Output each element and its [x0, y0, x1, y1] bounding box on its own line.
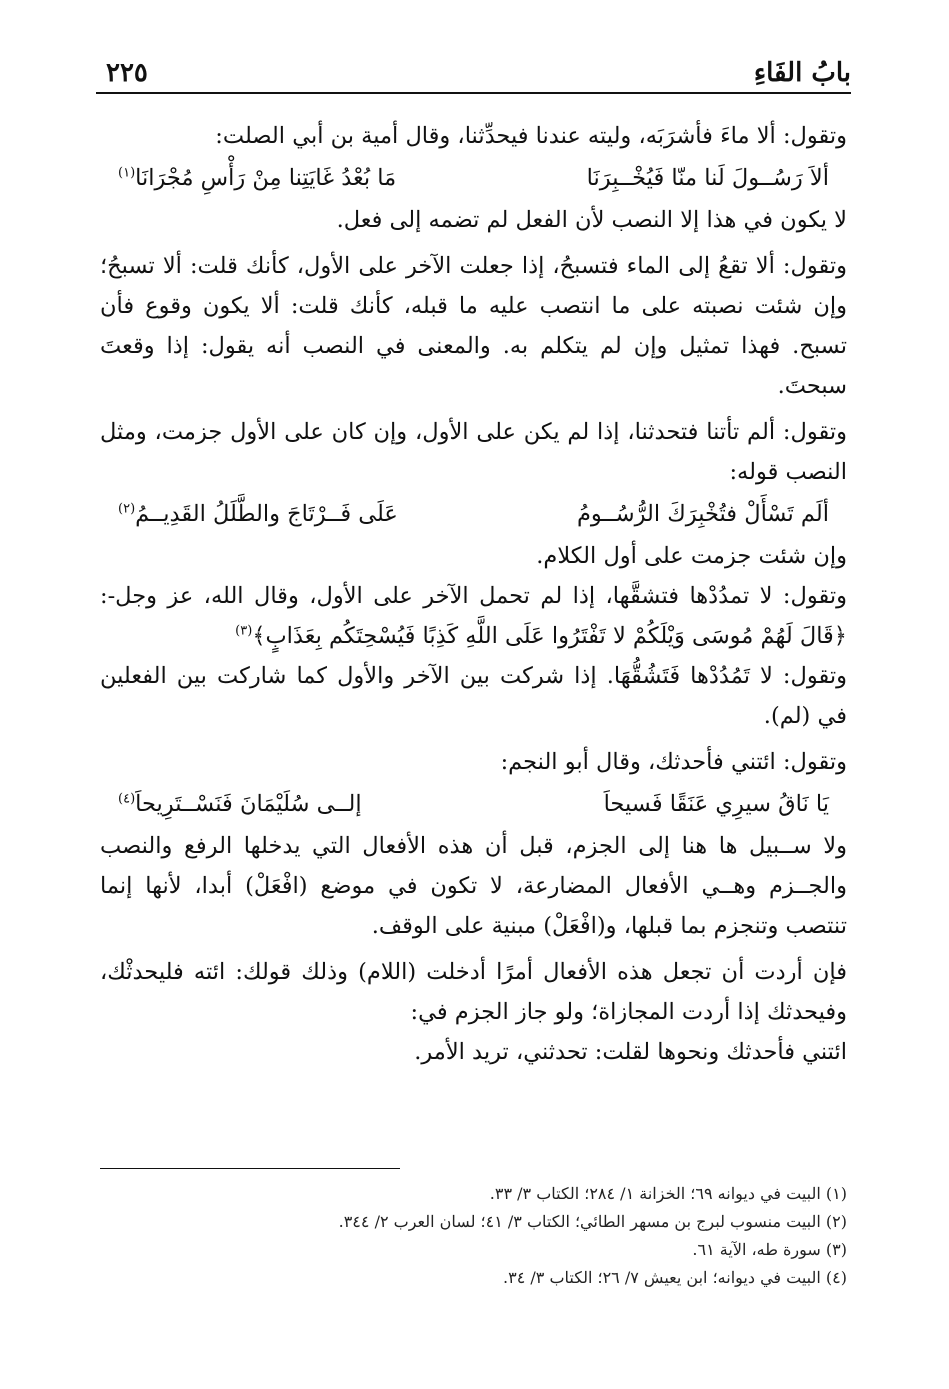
main-text	[100, 116, 847, 1072]
verse-1-second-hemistich	[118, 156, 396, 200]
footnotes	[100, 1180, 847, 1292]
verse-1	[100, 156, 847, 200]
footnote-4: (٤) البيت في ديوانه؛ ابن يعيش ٧/ ٢٦؛ الكتاب ٣/ ٣٤.	[503, 1268, 847, 1287]
footnote-2: (٢) البيت منسوب لبرج بن مسهر الطائي؛ الكتاب ٣/ ٤١؛ لسان العرب ٢/ ٣٤٤.	[338, 1212, 847, 1231]
verse-1-text: مَا بُعْدُ غَايَتِنا مِنْ رَأْسِ مُجْرَانَا	[135, 165, 397, 191]
verse-3-second-hemistich	[118, 782, 362, 826]
paragraph-9: ولا ســبيل ها هنا إلى الجزم، قبل أن هذه الأفعال التي يدخلها الرفع والنصب والجــزم وهــي الأفعال المضارعة، لا تكون في موضع (افْعَلْ) أبدا، لأنها إنما تنتصب وتنجزم بما قبلها، و(افْعَلْ) مبنية على الوقف.	[100, 833, 847, 939]
paragraph-3: وتقول: ألا تقعُ إلى الماء فتسبحُ، إذا جعلت الآخر على الأول، كأنك قلت: ألا تسبحُ؛ وإن شئت نصبته على ما انتصب عليه ما قبله، كأنك قلت: ألا يكون وقوع فأن تسبح. فهذا تمثيل وإن لم يتكلم به. والمعنى في النصب أنه يقول: إذا وقعتَ سبحتَ.	[100, 253, 847, 399]
paragraph-2: لا يكون في هذا إلا النصب لأن الفعل لم تضمه إلى فعل.	[336, 207, 847, 233]
paragraph-7: وتقول: لا تَمُدُدْها فَتَشُقُّهَا. إذا شركت بين الآخر والأول كما شاركت بين الفعلين في (لم).	[100, 663, 847, 729]
footnote-ref-3: (٣)	[235, 623, 253, 639]
paragraph-4: وتقول: ألم تأتنا فتحدثنا، إذا لم يكن على الأول، وإن كان على الأول جزمت، ومثل النصب قوله:	[100, 419, 847, 485]
paragraph-5: وإن شئت جزمت على أول الكلام.	[536, 543, 847, 569]
footnote-divider	[100, 1168, 400, 1169]
verse-2-text: عَلَى فَــرْتَاجَ والطَّلَلُ القَدِيــمُ	[135, 501, 398, 527]
paragraph-6-text: وتقول: لا تمدُدْها فتشقَّها، إذا لم تحمل الآخر على الأول، وقال الله، عز وجل-: ﴿قَالَ لَهُمْ مُوسَى وَيْلَكُمْ لا تَفْتَرُوا عَلَى اللَّهِ كَذِبًا فَيُسْحِتَكُم بِعَذَابٍ﴾	[100, 583, 847, 649]
paragraph-1: وتقول: ألا ماءَ فأشرَبَه، وليته عندنا فيحدِّثنا، وقال أمية بن أبي الصلت:	[215, 123, 847, 149]
verse-3-first-hemistich: يَا نَاقُ سيرِي عَنَقًا فَسيحاَ	[603, 791, 829, 817]
running-header	[96, 52, 851, 94]
footnote-1: (١) البيت في ديوانه ٦٩؛ الخزانة ١/ ٢٨٤؛ الكتاب ٣/ ٣٣.	[489, 1184, 847, 1203]
verse-3-text: إلــى سُلَيْمَانَ فَنَسْــتَرِيحاَ	[135, 791, 362, 817]
footnote-3: (٣) سورة طه، الآية ٦١.	[692, 1240, 847, 1259]
paragraph-11: ائتني فأحدثك ونحوها لقلت: تحدثني، تريد الأمر.	[414, 1039, 847, 1065]
paragraph-10: فإن أردت أن تجعل هذه الأفعال أمرًا أدخلت (اللام) وذلك قولك: ائته فليحدثْك، وفيحدثك إذا أردت المجازاة؛ ولو جاز الجزم في:	[100, 959, 847, 1025]
chapter-title: بابُ الفَاءِ	[753, 58, 851, 88]
paragraph-6	[100, 576, 847, 656]
verse-3	[100, 782, 847, 826]
verse-2-second-hemistich	[118, 492, 398, 536]
verse-2	[100, 492, 847, 536]
verse-1-first-hemistich: ألاَ رَسُــولَ لَنا منّا فَيُخْــبِرَنَا	[586, 165, 829, 191]
paragraph-8: وتقول: ائتني فأحدثك، وقال أبو النجم:	[500, 749, 847, 775]
footnote-ref-2: (٢)	[118, 501, 136, 517]
page-number: ٢٢٥	[106, 58, 148, 88]
footnote-ref-1: (١)	[118, 165, 136, 181]
footnote-ref-4: (٤)	[118, 791, 136, 807]
verse-2-first-hemistich: ألَم تَسْأَلْ فتُخْبِرَكَ الرُّسُــومُ	[576, 501, 829, 527]
